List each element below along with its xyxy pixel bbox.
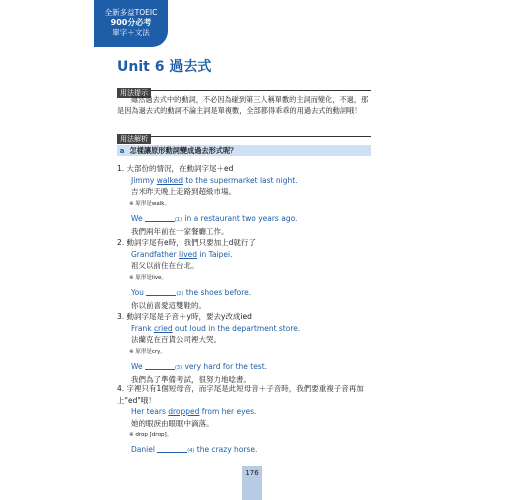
section-header-tips	[117, 80, 371, 97]
exercise-text: Daniel	[131, 445, 158, 454]
blank-number: (3)	[174, 364, 183, 371]
example-text: Her tears	[131, 407, 169, 416]
base-form-note: ※ 原形是walk。	[129, 200, 170, 207]
question-text: 怎樣讓原形動詞變成過去形式呢？	[129, 146, 238, 155]
exercise-text: You	[131, 287, 147, 297]
example-sentence	[131, 323, 375, 335]
exercise-sentence	[131, 287, 375, 301]
intro-paragraph: 雖然過去式中的動詞，不必因為碰到第三人稱單數的主詞而變化，不過，那是因為過去式的動詞不論主詞是單複數，全部都得乖乖的用過去式的動詞哦！	[117, 95, 369, 115]
unit-title: Unit 6 過去式	[117, 59, 212, 75]
rule-item-3	[117, 311, 375, 386]
exercise-text: We	[131, 361, 145, 371]
rule-heading: 2. 動詞字尾有e時，我們只要加上d就行了	[117, 238, 256, 247]
blank-number: (4)	[187, 448, 195, 454]
page-number	[242, 466, 262, 500]
example-text: Grandfather	[131, 249, 180, 259]
example-verb: cried	[153, 323, 173, 333]
exercise-text: the shoes before.	[183, 287, 252, 297]
answer-blank[interactable]	[145, 213, 175, 222]
rule-heading: 1. 大部份的情況，在動詞字尾＋ed	[117, 164, 234, 173]
answer-blank[interactable]	[146, 287, 176, 296]
answer-blank[interactable]	[157, 444, 187, 453]
example-translation: 祖父以前住在台北。	[131, 261, 199, 270]
exercise-text: the crazy horse.	[194, 445, 258, 454]
example-sentence	[131, 249, 375, 261]
exercise-sentence	[131, 361, 375, 375]
example-sentence	[131, 406, 375, 418]
exercise-text: very hard for the test.	[182, 361, 268, 371]
rule-heading: 3. 動詞字尾是子音＋y時，要去y改成ied	[117, 312, 252, 321]
section-header-explain	[117, 126, 371, 143]
exercise-sentence	[131, 444, 375, 458]
badge-line-3: 單字＋文法	[112, 28, 150, 37]
example-verb: walked	[156, 175, 183, 185]
exercise-text: in a restaurant two years ago.	[182, 213, 298, 223]
exercise-sentence	[131, 213, 375, 227]
base-form-note: ※ drop [drɑp]。	[129, 432, 173, 438]
example-verb: dropped	[168, 407, 200, 416]
base-form-note: ※ 原形是live。	[129, 274, 168, 281]
question-bar	[117, 145, 371, 156]
blank-number: (1)	[174, 216, 183, 223]
example-sentence	[131, 175, 375, 187]
example-text: to the supermarket last night.	[183, 175, 298, 185]
example-verb: lived	[179, 249, 198, 259]
base-form-note: ※ 原形是cry。	[129, 348, 166, 355]
example-text: in Taipei.	[197, 249, 233, 259]
book-badge	[94, 0, 168, 47]
blank-number: (2)	[176, 290, 184, 297]
example-text: Frank	[131, 323, 154, 333]
exercise-translation: 我們兩年前在一家餐廳工作。	[131, 227, 229, 236]
page-number-text: 176	[245, 469, 259, 477]
exercise-text: We	[131, 213, 145, 223]
badge-line-1: 全新多益TOEIC	[104, 8, 158, 17]
badge-line-2: 900分必考	[110, 18, 152, 27]
example-translation: 吉米昨天晚上走路到超級市場。	[131, 187, 236, 196]
exercise-translation: 我們為了準備考試，很努力地唸書。	[131, 375, 251, 384]
question-mark: a	[119, 146, 125, 155]
rule-heading: 4. 字裡只有1個短母音，而字尾是此短母音＋子音時，我們要重複子音再加上"ed"哦！	[117, 384, 364, 405]
example-text: from her eyes.	[199, 407, 257, 416]
answer-blank[interactable]	[145, 361, 175, 370]
rule-item-4	[117, 383, 375, 458]
example-text: out loud in the department store.	[172, 323, 301, 333]
rule-item-2	[117, 237, 375, 312]
example-translation: 她的眼淚由眼眶中滴落。	[131, 418, 214, 428]
example-text: Jimmy	[131, 175, 157, 185]
exercise-translation: 你以前喜愛這雙鞋的。	[131, 301, 206, 310]
rule-item-1	[117, 163, 375, 238]
example-translation: 法蘭克在百貨公司裡大哭。	[131, 335, 221, 344]
section-label-explain: 用法解析	[117, 134, 151, 144]
section-label-tips: 用法提示	[117, 88, 151, 98]
